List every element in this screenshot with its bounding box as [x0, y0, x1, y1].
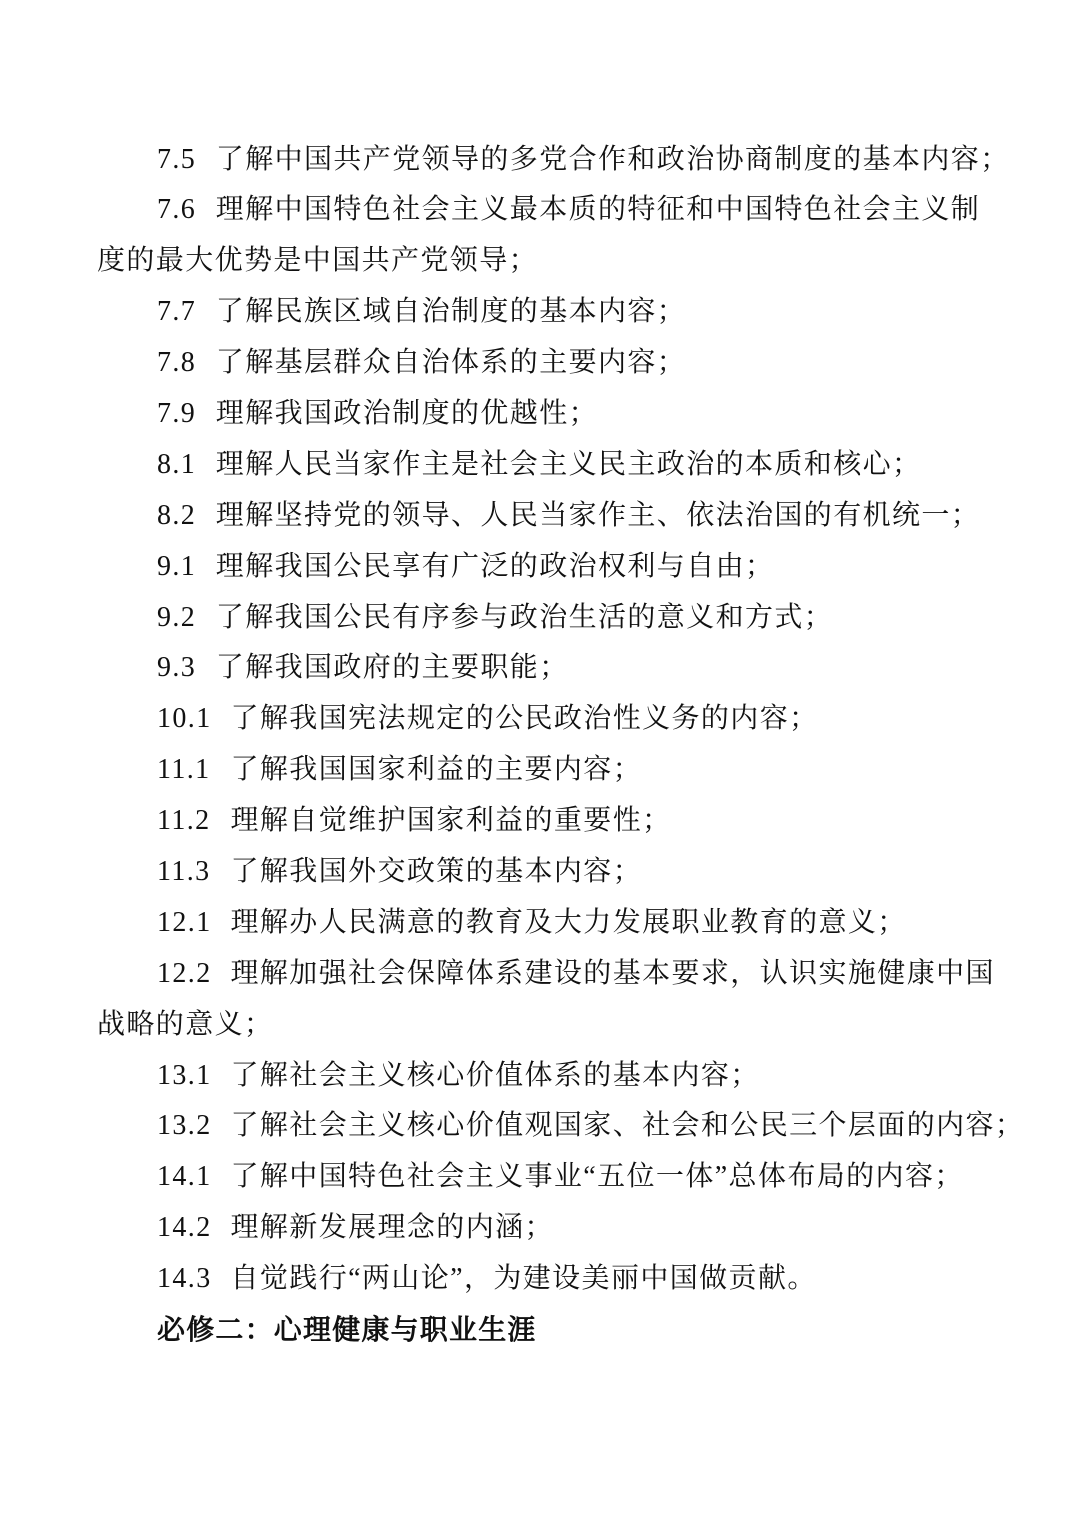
item-line: [97, 1101, 1072, 1152]
list-item: [97, 898, 1072, 949]
item-line: [97, 440, 1072, 491]
item-text: 理解我国政治制度的优越性；: [215, 397, 598, 429]
item-text: 自觉践行“两山论”，为建设美丽中国做贡献。: [230, 1263, 817, 1295]
item-line: [97, 389, 1072, 440]
list-item: [97, 1203, 1072, 1254]
item-number: 9.3: [157, 652, 197, 684]
item-number: 7.9: [157, 397, 197, 429]
item-text: 理解我国公民享有广泛的政治权利与自由；: [215, 550, 775, 582]
item-text: 了解基层群众自治体系的主要内容；: [215, 347, 687, 379]
item-text: 了解民族区域自治制度的基本内容；: [215, 296, 687, 328]
item-text: 了解我国国家利益的主要内容；: [230, 754, 643, 786]
item-number: 7.5: [157, 143, 197, 175]
item-text: 了解我国外交政策的基本内容；: [230, 855, 643, 887]
item-number: 14.1: [157, 1161, 212, 1193]
item-line: [97, 643, 1072, 694]
item-text-continuation: 战略的意义；: [97, 1008, 274, 1040]
item-line: [97, 287, 1072, 338]
item-number: 12.2: [157, 957, 212, 989]
item-text-continuation: 度的最大优势是中国共产党领导；: [97, 245, 539, 277]
item-number: 9.1: [157, 550, 197, 582]
item-number: 11.2: [157, 805, 211, 837]
item-number: 13.2: [157, 1110, 212, 1142]
item-number: 11.3: [157, 855, 211, 887]
item-number: 13.1: [157, 1059, 212, 1091]
item-text: 理解办人民满意的教育及大力发展职业教育的意义；: [230, 906, 907, 938]
item-line: [97, 185, 1072, 236]
list-item: [97, 1254, 1072, 1305]
item-text: 理解坚持党的领导、人民当家作主、依法治国的有机统一；: [215, 499, 981, 531]
item-line: [97, 898, 1072, 949]
item-line: [97, 491, 1072, 542]
item-text: 了解我国政府的主要职能；: [215, 652, 569, 684]
list-item: [97, 338, 1072, 389]
list-item: [97, 949, 1072, 1051]
item-number: 9.2: [157, 601, 197, 633]
item-number: 7.6: [157, 194, 197, 226]
item-number: 11.1: [157, 754, 211, 786]
item-line: [97, 593, 1072, 644]
list-item: [97, 185, 1072, 287]
item-number: 7.8: [157, 347, 197, 379]
item-line: [97, 694, 1072, 745]
item-line: [97, 1254, 1072, 1305]
item-number: 8.1: [157, 448, 197, 480]
list-item: [97, 796, 1072, 847]
item-number: 7.7: [157, 296, 197, 328]
list-item: [97, 440, 1072, 491]
document-body: [97, 135, 1072, 1356]
list-item: [97, 745, 1072, 796]
item-text: 理解中国特色社会主义最本质的特征和中国特色社会主义制: [215, 194, 981, 226]
item-number: 14.3: [157, 1263, 212, 1295]
item-line: [97, 1152, 1072, 1203]
item-number: 14.2: [157, 1212, 212, 1244]
item-text: 了解社会主义核心价值观国家、社会和公民三个层面的内容；: [230, 1110, 1025, 1142]
list-item: [97, 643, 1072, 694]
list-item: [97, 1101, 1072, 1152]
item-text: 了解中国特色社会主义事业“五位一体”总体布局的内容；: [230, 1161, 964, 1193]
list-item: [97, 593, 1072, 644]
item-line: [97, 542, 1072, 593]
item-line: [97, 1051, 1072, 1102]
item-line: [97, 338, 1072, 389]
item-number: 10.1: [157, 703, 212, 735]
item-number: 8.2: [157, 499, 197, 531]
item-number: 12.1: [157, 906, 212, 938]
item-text: 理解自觉维护国家利益的重要性；: [230, 805, 672, 837]
list-item: [97, 135, 1072, 186]
section-heading: 必修二：心理健康与职业生涯: [157, 1313, 537, 1345]
item-text: 了解社会主义核心价值体系的基本内容；: [230, 1059, 760, 1091]
item-text: 了解我国公民有序参与政治生活的意义和方式；: [215, 601, 834, 633]
list-item: [97, 542, 1072, 593]
item-line: [97, 847, 1072, 898]
list-item: [97, 694, 1072, 745]
list-item: [97, 389, 1072, 440]
list-item: [97, 491, 1072, 542]
list-item: [97, 1152, 1072, 1203]
item-text: 了解中国共产党领导的多党合作和政治协商制度的基本内容；: [215, 143, 1010, 175]
item-text: 理解新发展理念的内涵；: [230, 1212, 554, 1244]
list-item: [97, 1051, 1072, 1102]
item-line: [97, 949, 1072, 1000]
item-line: [97, 796, 1072, 847]
item-line: [97, 135, 1072, 186]
list-item: [97, 847, 1072, 898]
item-line: [97, 745, 1072, 796]
item-text: 了解我国宪法规定的公民政治性义务的内容；: [230, 703, 819, 735]
item-text: 理解加强社会保障体系建设的基本要求，认识实施健康中国: [230, 957, 995, 989]
item-text: 理解人民当家作主是社会主义民主政治的本质和核心；: [215, 448, 922, 480]
list-item: [97, 287, 1072, 338]
item-line: [97, 1203, 1072, 1254]
